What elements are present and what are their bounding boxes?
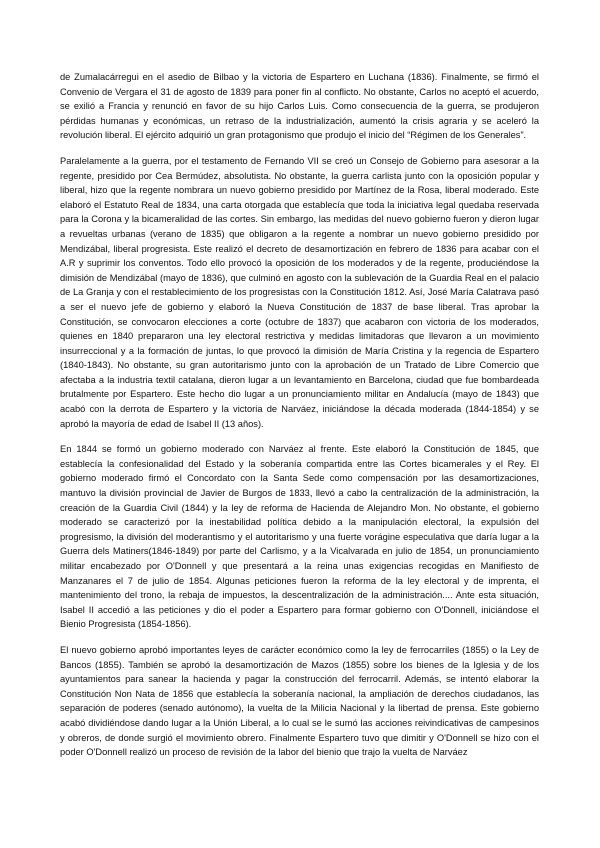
document-page <box>60 70 539 771</box>
paragraph-regency-maria-cristina: Paralelamente a la guerra, por el testamento de Fernando VII se creó un Consejo de Gobierno para asesorar a la regente, presidido por Cea Bermúdez, absolutista. No obstante, la guerra carlista junto con la oposición popular y liberal, hizo que la regente nombrara un nuevo gobierno presidido por Martínez de la Rosa, liberal moderado. Este elaboró el Estatuto Real de 1834, una carta otorgada que establecía que toda la iniciativa legal quedaba reservada para la Corona y la bicameralidad de las cortes. Sin embargo, las medidas del nuevo gobierno fueron y dieron lugar a revueltas urbanas (verano de 1835) que obligaron a la regente a nombrar un nuevo gobierno presidido por Mendizábal, liberal progresista. Este realizó el decreto de desamortización en febrero de 1836 para acabar con el A.R y suprimir los conventos. Todo ello provocó la oposición de los moderados y de la regente, produciéndose la dimisión de Mendizábal (mayo de 1836), que culminó en agosto con la sublevación de la Guardia Real en el palacio de La Granja y con el restablecimiento de los progresistas con la Constitución 1812. Así, José María Calatrava pasó a ser el nuevo jefe de gobierno y elaboró la Nueva Constitución de 1837 de base liberal. Tras aprobar la Constitución, se convocaron elecciones a corte (octubre de 1837) que acabaron con victoria de los moderados, quienes en 1840 prepararon una ley electoral restrictiva y medidas limitadoras que llevaron a un movimiento insurreccional y a la formación de juntas, lo que provocó la dimisión de María Cristina y la regencia de Espartero (1840-1843). No obstante, su gran autoritarismo junto con la aprobación de un Tratado de Libre Comercio que afectaba a la industria textil catalana, dieron lugar a un levantamiento en Barcelona, ciudad que fue bombardeada brutalmente por Espartero. Este hecho dio lugar a un pronunciamiento militar en Andalucía (mayo de 1843) que acabó con la derrota de Espartero y la victoria de Narváez, iniciándose la década moderada (1844-1854) y se aprobó la mayoría de edad de Isabel II (13 años). <box>60 155 539 429</box>
paragraph-progressive-biennium: El nuevo gobierno aprobó importantes leyes de carácter económico como la ley de ferrocarriles (1855) o la Ley de Bancos (1855). También se aprobó la desamortización de Mazos (1855) sobre los bienes de la Iglesia y de los ayuntamientos para sanear la hacienda y pagar la construcción del ferrocarril. Además, se intentó elaborar la Constitución Non Nata de 1856 que establecía la soberanía nacional, la ampliación de derechos ciudadanos, las separación de poderes (senado autónomo), la vuelta de la Milicia Nacional y la libertad de prensa. Este gobierno acabó dividiéndose dando lugar a la Unión Liberal, a lo cual se le sumó las acciones reivindicativas de campesinos y obreros, de donde surgió el movimiento obrero. Finalmente Espartero tuvo que dimitir y O'Donnell se hizo con el poder O'Donnell realizó un proceso de revisión de la labor del bienio que trajo la vuelta de Narváez <box>60 644 539 758</box>
paragraph-carlist-war-end: de Zumalacárregui en el asedio de Bilbao y la victoria de Espartero en Luchana (1836). Finalmente, se firmó el Convenio de Vergara el 31 de agosto de 1839 para poner fin al conflicto. No obstante, Carlos no aceptó el acuerdo, se exilió a Francia y renunció en favor de su hijo Carlos Luis. Como consecuencia de la guerra, se produjeron pérdidas humanas y económicas, un retraso de la industrialización, aumentó la crisis agraria y se aceleró la revolución liberal. El ejército adquirió un gran protagonismo que produjo el inicio del “Régimen de los Generales”. <box>60 72 539 141</box>
paragraph-moderate-decade: En 1844 se formó un gobierno moderado con Narváez al frente. Este elaboró la Constitución de 1845, que establecía la confesionalidad del Estado y la soberanía compartida entre las Cortes bicamerales y el Rey. El gobierno moderado firmó el Concordato con la Santa Sede como compensación por las desamortizaciones, mantuvo la división provincial de Javier de Burgos de 1833, llevó a cabo la centralización de la administración, la creación de la Guardia Civil (1844) y la ley de reforma de Hacienda de Alejandro Mon. No obstante, el gobierno moderado se caracterizó por la inestabilidad política debido a la manipulación electoral, la expulsión del progresismo, la división del moderantismo y el autoritarismo y una fuerte vorágine especulativa que daría lugar a la Guerra dels Matiners(1846-1849) por parte del Carlismo, y a la Vicalvarada en julio de 1854, un pronunciamiento militar encabezado por O'Donnell y que presentará a la reina unas exigencias recogidas en Manifiesto de Manzanares el 7 de julio de 1854. Algunas peticiones fueron la reforma de la ley electoral y de imprenta, el mantenimiento del trono, la rebaja de impuestos, la descentralización de la administración.... Ante esta situación, Isabel II accedió a las peticiones y dio el poder a Espartero para formar gobierno con O'Donnell, iniciándose el Bienio Progresista (1854-1856). <box>60 444 539 630</box>
